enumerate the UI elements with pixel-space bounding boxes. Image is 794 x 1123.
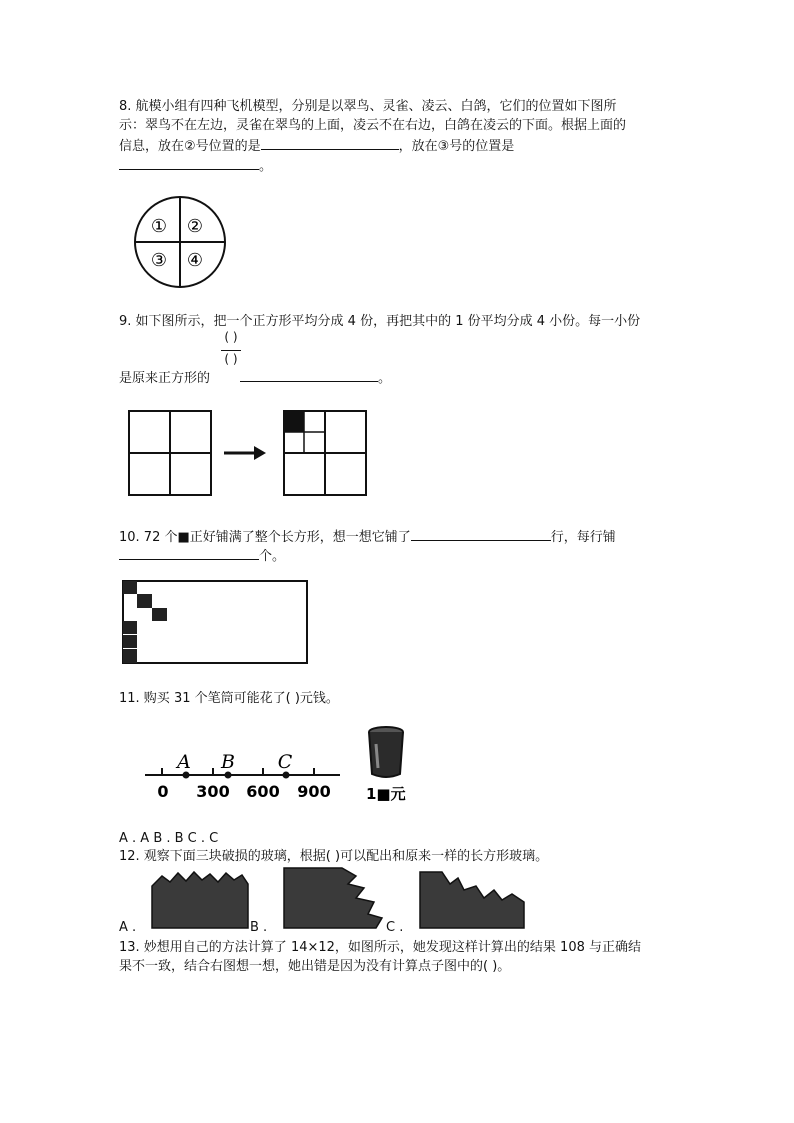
q10-rectangle: [123, 581, 307, 663]
q10-tile: [123, 621, 137, 634]
q8-circle-diagram: [128, 192, 232, 292]
q12-line1: 12. 观察下面三块破损的玻璃，根据( )可以配出和原来一样的长方形玻璃。: [119, 849, 549, 864]
q10-tile: [152, 608, 167, 621]
q10-tile: [123, 581, 137, 594]
q11-label-c: C: [277, 751, 293, 773]
q8-answer-blank-2[interactable]: [261, 135, 399, 150]
q11-number-line: [140, 748, 350, 804]
q12-option-c[interactable]: C .: [386, 920, 404, 935]
q10-line1-text-b: 行，每行铺: [550, 530, 616, 545]
q10-per-row-blank[interactable]: [119, 545, 259, 560]
q12-glass-a[interactable]: [150, 868, 250, 930]
q10-rectangle-diagram: [121, 578, 311, 666]
q11-options[interactable]: A . A B . B C . C: [119, 831, 219, 846]
q9-shaded-part: [284, 411, 304, 432]
q12-glass-a-shape: [152, 872, 248, 928]
q9-line2-text: 是原来正方形的: [119, 371, 211, 386]
q8-line4: [119, 155, 272, 177]
q12-glass-c-shape: [420, 872, 524, 928]
q10-tile: [137, 594, 152, 608]
q11-price-label: 1■元: [366, 785, 406, 803]
pen-holder-highlight: [376, 744, 378, 768]
q9-line1: 9. 如下图所示，把一个正方形平均分成 4 份，再把其中的 1 份平均分成 4 小份。每一小份: [119, 314, 641, 329]
q8-line3-text-b: ，放在③号的位置是: [398, 139, 515, 154]
q8-position-1: ①: [150, 216, 168, 237]
q9-line2: [119, 367, 391, 389]
q11-label-b: B: [221, 751, 235, 773]
q9-fraction-bar: [221, 350, 241, 351]
q10-tile: [123, 635, 137, 648]
q9-fraction-denominator[interactable]: ( ): [224, 352, 238, 366]
q11-line1: 11. 购买 31 个笔筒可能花了( )元钱。: [119, 691, 339, 706]
q8-position-4: ④: [186, 250, 204, 271]
q11-tick-label-900: 900: [297, 782, 331, 801]
q12-option-a[interactable]: A .: [119, 920, 137, 935]
q11-label-a: A: [177, 751, 191, 773]
q8-position-2: ②: [186, 216, 204, 237]
q8-line2: 示：翠鸟不在左边，灵雀在翠鸟的上面，凌云不在右边，白鸽在凌云的下面。根据上面的: [119, 118, 627, 133]
q13-line2: 果不一致，结合右图想一想，她出错是因为没有计算点子图中的( )。: [119, 959, 511, 974]
q12-glass-b-shape: [284, 868, 382, 928]
q8-answer-blank-3[interactable]: [119, 155, 259, 170]
q11-tick-label-600: 600: [246, 782, 280, 801]
arrow-head-icon: [254, 446, 266, 460]
q8-line3-text-a: 信息，放在②号位置的是: [119, 139, 261, 154]
q9-answer-blank[interactable]: [240, 367, 378, 382]
q10-tile: [123, 649, 137, 663]
q10-rows-blank[interactable]: [411, 526, 551, 541]
q8-position-3: ③: [150, 250, 168, 271]
q11-tick-label-300: 300: [196, 782, 230, 801]
q8-line3: [119, 135, 514, 157]
q9-line2-end: 。: [378, 371, 392, 386]
q11-tick-label-0: 0: [157, 782, 169, 801]
pen-holder-body: [369, 732, 403, 777]
q9-square-diagram: [126, 408, 376, 500]
pen-holder-icon: [364, 724, 414, 804]
q10-line2: [119, 545, 285, 567]
q12-glass-c[interactable]: [418, 868, 526, 930]
q10-line1-text-a: 10. 72 个■正好铺满了整个长方形，想一想它铺了: [119, 530, 411, 545]
q8-line1: 8. 航模小组有四种飞机模型，分别是以翠鸟、灵雀、凌云、白鸽，它们的位置如下图所: [119, 99, 617, 114]
q13-line1: 13. 妙想用自己的方法计算了 14×12，如图所示，她发现这样计算出的结果 108 与正确结: [119, 940, 641, 955]
q10-line2-end: 个。: [259, 549, 286, 564]
q9-fraction-numerator[interactable]: ( ): [224, 330, 238, 344]
q8-line4-end: 。: [259, 159, 273, 174]
q12-glass-b[interactable]: [282, 866, 384, 930]
q12-option-b[interactable]: B .: [250, 920, 268, 935]
